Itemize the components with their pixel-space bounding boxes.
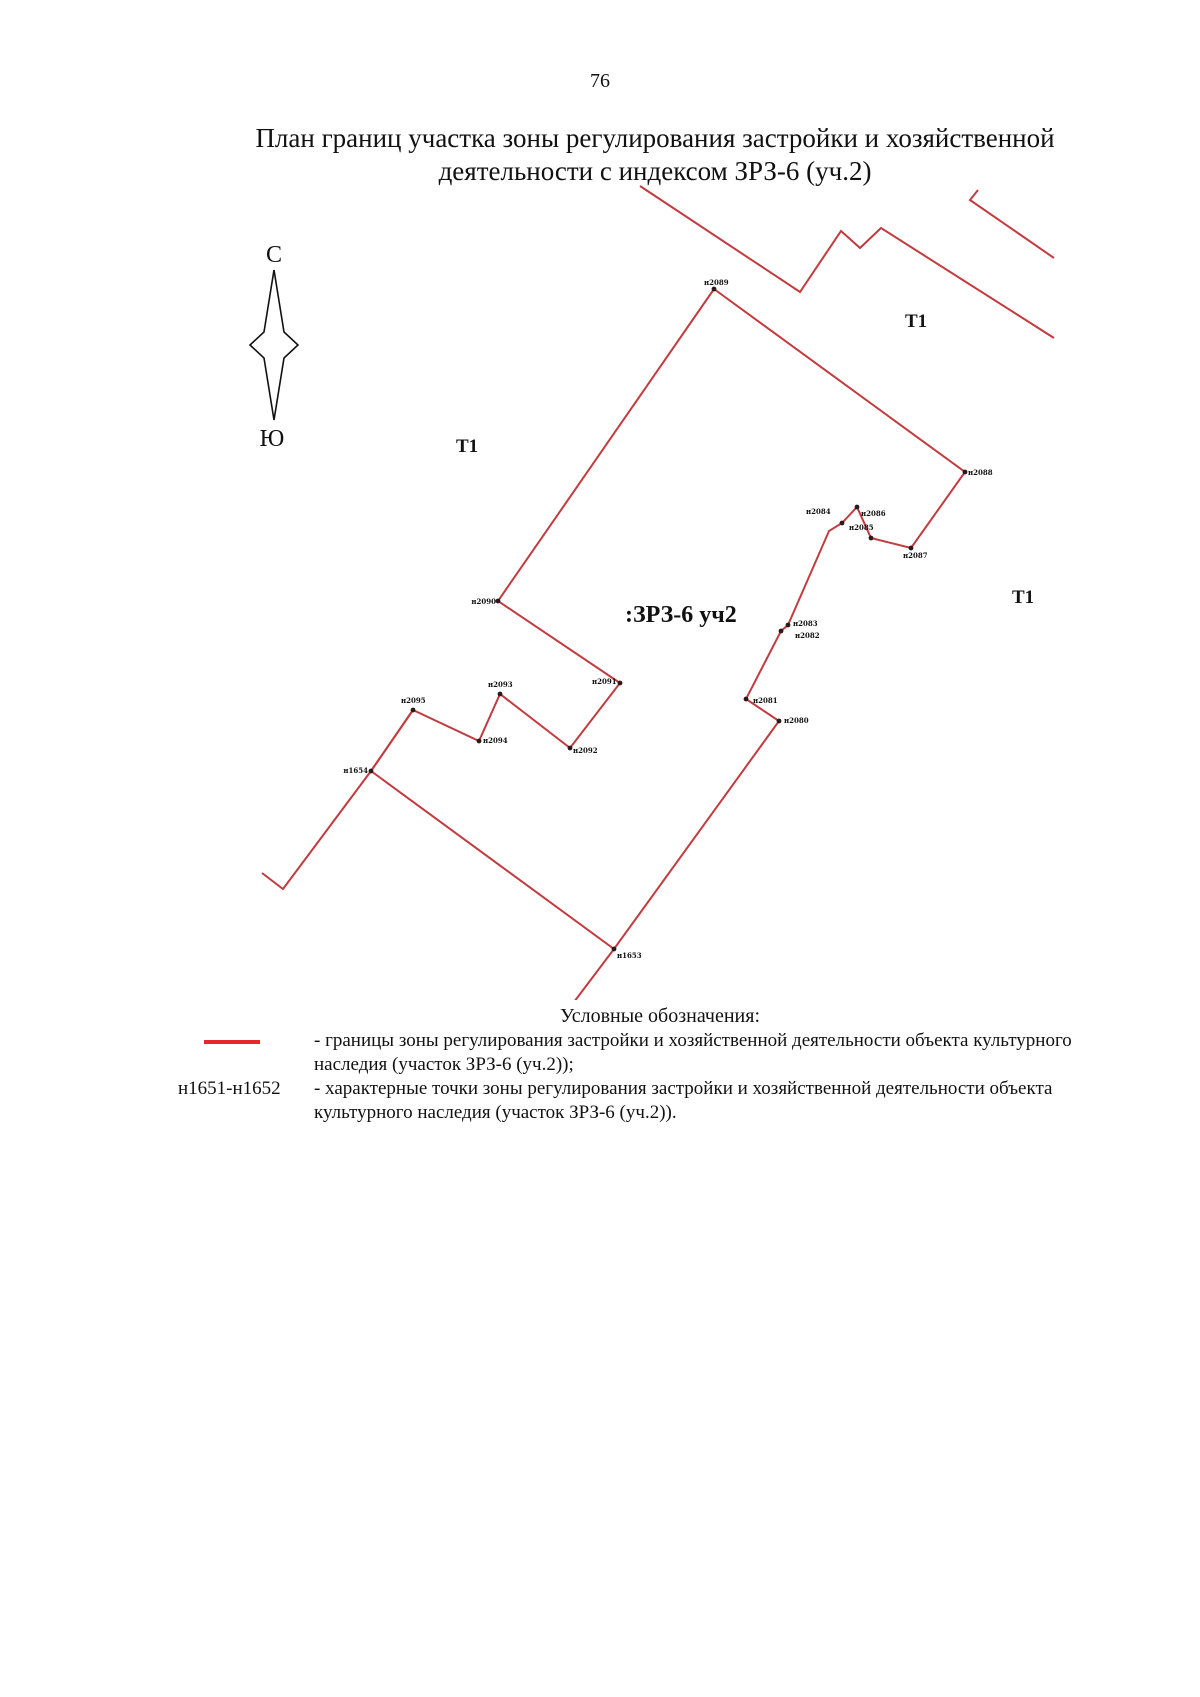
boundary-point-label: н2080 xyxy=(784,716,809,725)
boundary-point-marker xyxy=(963,470,968,475)
boundary-lines xyxy=(259,186,1054,1000)
boundary-point-label: н2095 xyxy=(401,696,426,705)
boundary-point-marker xyxy=(777,719,782,724)
compass-south-label: Ю xyxy=(259,426,285,452)
boundary-point-marker xyxy=(568,746,573,751)
boundary-point-marker xyxy=(612,947,617,952)
boundary-point-marker xyxy=(411,708,416,713)
boundary-point-label: н2087 xyxy=(903,551,928,560)
boundary-point-marker xyxy=(855,505,860,510)
boundary-point-label: н2090 xyxy=(471,597,496,606)
compass xyxy=(250,242,298,452)
boundary-point-label: н2091 xyxy=(592,677,617,686)
boundary-left-extension xyxy=(262,710,413,889)
boundary-point-label: н1654 xyxy=(343,766,368,775)
zone-label-t1-right: Т1 xyxy=(1012,587,1035,608)
boundary-point-marker xyxy=(496,599,501,604)
boundary-point-label: н2086 xyxy=(861,509,886,518)
boundary-point-marker xyxy=(869,536,874,541)
boundary-point-label: н2081 xyxy=(753,696,778,705)
zone-label-t1-left: Т1 xyxy=(456,436,479,457)
legend-text-points: - характерные точки зоны регулирования застройки и хозяйственной деятельности объекта культурного наследия (участок ЗРЗ-6 (уч.2)). xyxy=(314,1078,1053,1123)
page-title-line-2: деятельности с индексом ЗРЗ-6 (уч.2) xyxy=(438,156,872,186)
boundary-point-label: н2083 xyxy=(793,619,818,628)
boundary-point-marker xyxy=(477,739,482,744)
boundary-point-marker xyxy=(498,692,503,697)
boundary-point-marker xyxy=(744,697,749,702)
legend-text-boundary: - границы зоны регулирования застройки и хозяйственной деятельности объекта культурного наследия (участок ЗРЗ-6 (уч.2)); xyxy=(314,1030,1072,1075)
boundary-point-marker xyxy=(618,681,623,686)
boundary-corner-neighbor xyxy=(970,190,1054,258)
parcel-label: :ЗРЗ-6 уч2 xyxy=(625,602,737,628)
boundary-bottom-extension xyxy=(574,949,614,1000)
compass-north-label: С xyxy=(265,242,283,268)
boundary-point-label: н2088 xyxy=(968,468,993,477)
legend-point-code: н1651-н1652 xyxy=(178,1078,281,1099)
boundary-point-label: н2093 xyxy=(488,680,513,689)
legend-key-boundary xyxy=(170,1029,298,1053)
page-number: 76 xyxy=(590,70,610,92)
boundary-point-label: н2092 xyxy=(573,746,598,755)
legend-key-points xyxy=(170,1077,298,1101)
boundary-point-marker xyxy=(909,546,914,551)
boundary-point-marker xyxy=(779,629,784,634)
compass-rose xyxy=(250,270,298,420)
boundary-point-label: н2082 xyxy=(795,631,820,640)
legend-heading: Условные обозначения: xyxy=(559,1005,761,1027)
boundary-point-label: н1653 xyxy=(617,951,642,960)
boundary-point-label: н2085 xyxy=(849,523,874,532)
boundary-upper-neighbor xyxy=(640,186,1054,338)
boundary-point-marker xyxy=(786,623,791,628)
boundary-point-label: н2089 xyxy=(704,278,729,287)
boundary-point-label: н2084 xyxy=(806,507,831,516)
boundary-point-marker xyxy=(840,521,845,526)
boundary-point-marker xyxy=(369,769,374,774)
boundary-point-marker xyxy=(712,287,717,292)
legend-line-swatch xyxy=(204,1040,260,1044)
zone-label-t1-upper-right: Т1 xyxy=(905,311,928,332)
boundary-point-label: н2094 xyxy=(483,736,508,745)
page-title-line-1: План границ участка зоны регулирования застройки и хозяйственной xyxy=(255,123,1055,153)
